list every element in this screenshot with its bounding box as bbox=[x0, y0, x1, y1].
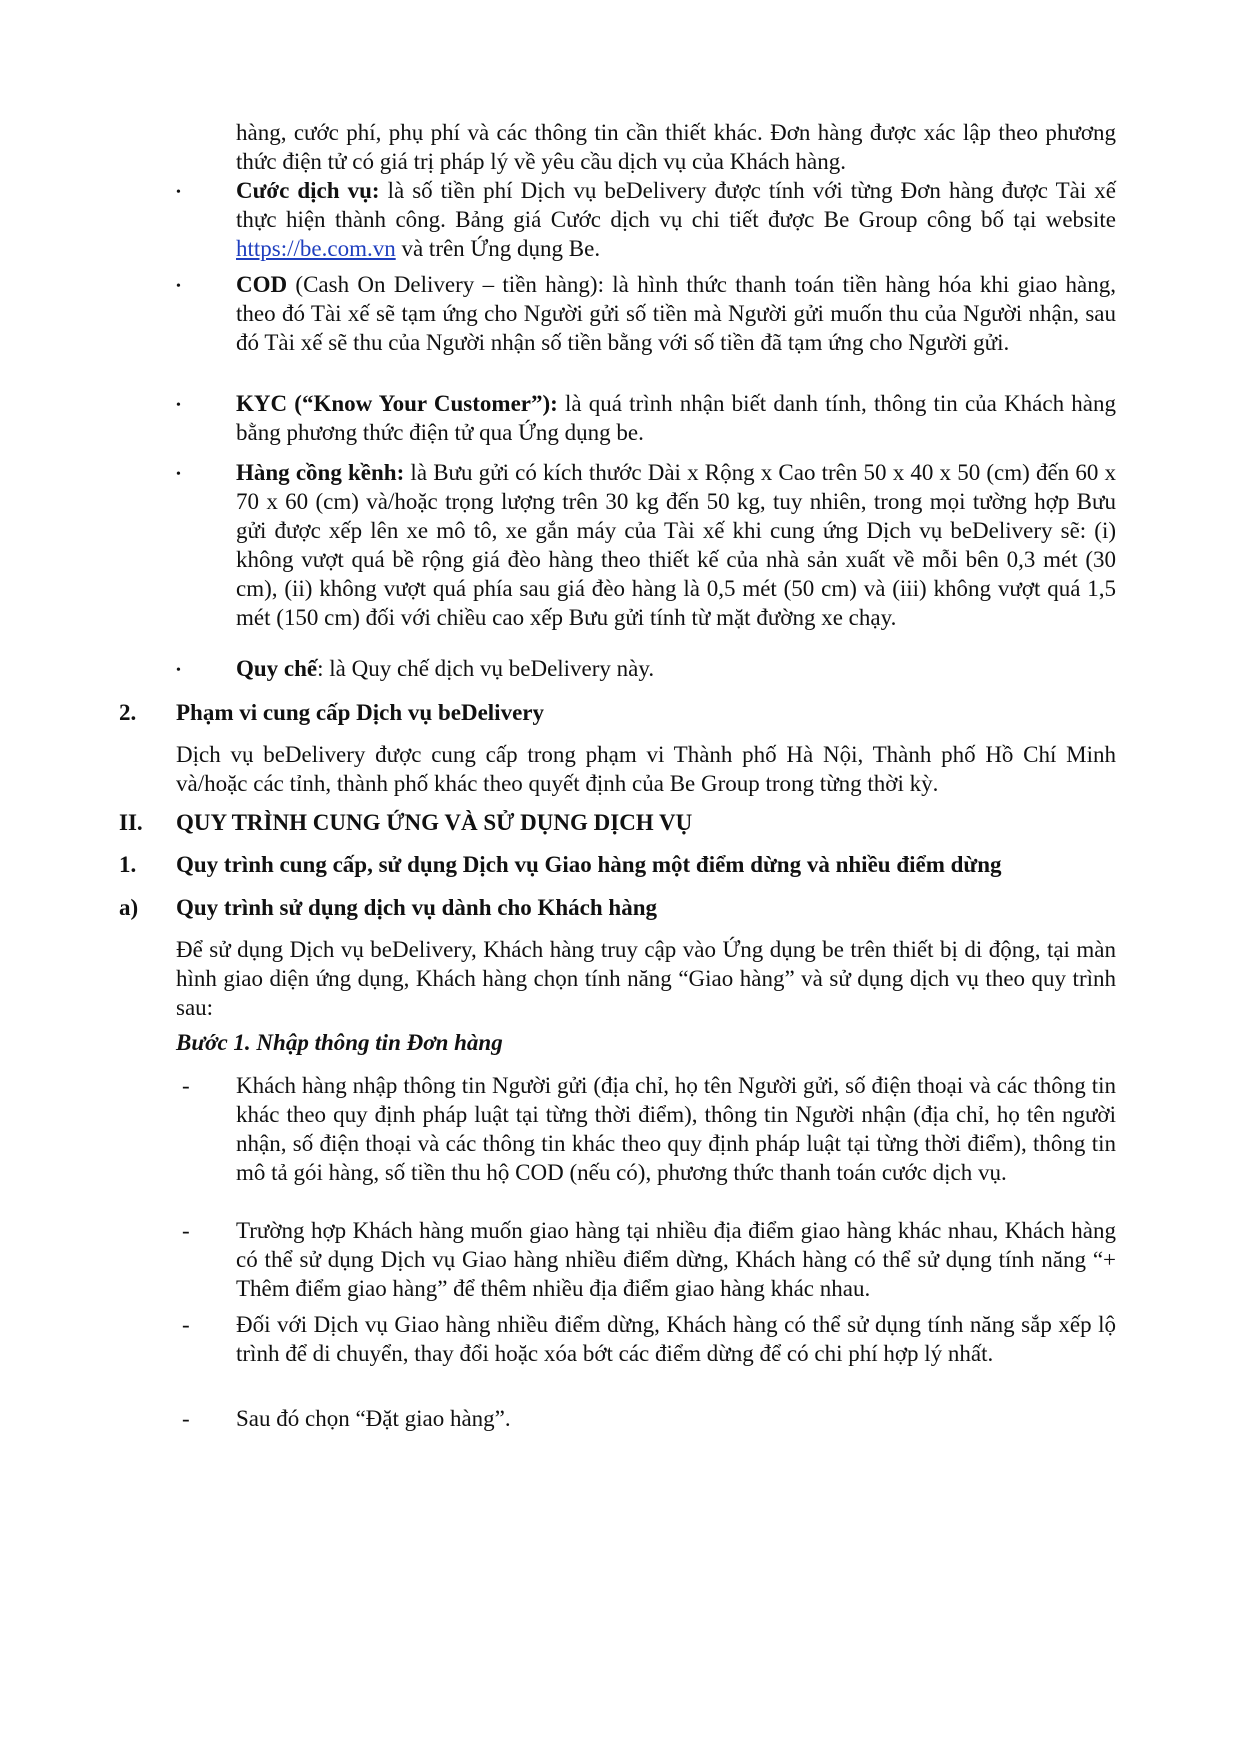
definition-term: Quy chế bbox=[236, 656, 318, 681]
section-heading: Quy trình cung cấp, sử dụng Dịch vụ Giao hàng một điểm dừng và nhiều điểm dừng bbox=[176, 852, 1002, 877]
intro-paragraph: hàng, cước phí, phụ phí và các thông tin cần thiết khác. Đơn hàng được xác lập theo phương thức điện tử có giá trị pháp lý về yêu cầu dịch vụ của Khách hàng. bbox=[236, 120, 1116, 174]
bullet-icon: • bbox=[176, 663, 181, 678]
definition-term: KYC (“Know Your Customer”): bbox=[236, 391, 558, 416]
dash-marker: - bbox=[182, 1312, 190, 1337]
dash-marker: - bbox=[182, 1406, 190, 1431]
section-heading: Phạm vi cung cấp Dịch vụ beDelivery bbox=[176, 700, 544, 725]
definition-text: là Bưu gửi có kích thước Dài x Rộng x Cao trên 50 x 40 x 50 (cm) đến 60 x 70 x 60 (cm) và/hoặc trọng lượng trên 30 kg đến 50 kg, tuy nhiên, trong mọi tường hợp Bưu gửi được xếp lên xe mô tô, xe gắn máy của Tài xế khi cung ứng Dịch vụ beDelivery sẽ: (i) không vượt quá bề rộng giá đèo hàng theo thiết kế của nhà sản xuất về mỗi bên 0,3 mét (30 cm), (ii) không vượt quá phía sau giá đèo hàng là 0,5 mét (50 cm) và (iii) không vượt quá 1,5 mét (150 cm) đối với chiều cao xếp Bưu gửi tính từ mặt đường xe chạy. bbox=[236, 460, 1116, 630]
definition-regulation bbox=[236, 654, 1116, 683]
dash-marker: - bbox=[182, 1073, 190, 1098]
step-item: Sau đó chọn “Đặt giao hàng”. bbox=[236, 1406, 511, 1431]
section-number: II. bbox=[119, 810, 143, 835]
definition-text: : là Quy chế dịch vụ beDelivery này. bbox=[317, 656, 655, 681]
definition-kyc bbox=[236, 389, 1116, 447]
step-heading: Bước 1. Nhập thông tin Đơn hàng bbox=[176, 1030, 503, 1055]
bullet-icon: • bbox=[176, 398, 181, 413]
section-heading: QUY TRÌNH CUNG ỨNG VÀ SỬ DỤNG DỊCH VỤ bbox=[176, 810, 693, 835]
section-heading: Quy trình sử dụng dịch vụ dành cho Khách hàng bbox=[176, 895, 658, 920]
definition-text: và trên Ứng dụng Be. bbox=[395, 236, 601, 261]
section-body: Để sử dụng Dịch vụ beDelivery, Khách hàng truy cập vào Ứng dụng be trên thiết bị di động, tại màn hình giao diện ứng dụng, Khách hàng chọn tính năng “Giao hàng” và sử dụng dịch vụ theo quy trình sau: bbox=[176, 937, 1116, 1020]
section-body: Dịch vụ beDelivery được cung cấp trong phạm vi Thành phố Hà Nội, Thành phố Hồ Chí Minh và/hoặc các tỉnh, thành phố khác theo quyết định của Be Group trong từng thời kỳ. bbox=[176, 742, 1116, 796]
definition-bulky-goods bbox=[236, 458, 1116, 632]
definition-text: là số tiền phí Dịch vụ beDelivery được tính với từng Đơn hàng được Tài xế thực hiện thành công. Bảng giá Cước dịch vụ chi tiết được Be Group công bố tại website bbox=[236, 178, 1116, 232]
definition-term: Cước dịch vụ: bbox=[236, 178, 380, 203]
step-item: Khách hàng nhập thông tin Người gửi (địa chỉ, họ tên Người gửi, số điện thoại và các thông tin khác theo quy định pháp luật tại từng thời điểm), thông tin Người nhận (địa chỉ, họ tên người nhận, số điện thoại và các thông tin khác theo quy định pháp luật tại từng thời điểm), thông tin mô tả gói hàng, số tiền thu hộ COD (nếu có), phương thức thanh toán cước dịch vụ. bbox=[236, 1073, 1116, 1185]
section-number: 2. bbox=[119, 700, 137, 725]
definition-cod bbox=[236, 270, 1116, 357]
definition-term: COD bbox=[236, 272, 288, 297]
step-item: Trường hợp Khách hàng muốn giao hàng tại nhiều địa điểm giao hàng khác nhau, Khách hàng có thể sử dụng Dịch vụ Giao hàng nhiều điểm dừng, Khách hàng có thể sử dụng tính năng “+ Thêm điểm giao hàng” để thêm nhiều địa điểm giao hàng khác nhau. bbox=[236, 1218, 1116, 1301]
bullet-icon: • bbox=[176, 185, 181, 200]
section-number: 1. bbox=[119, 852, 137, 877]
section-number: a) bbox=[119, 895, 139, 920]
step-item: Đối với Dịch vụ Giao hàng nhiều điểm dừng, Khách hàng có thể sử dụng tính năng sắp xếp lộ trình để di chuyển, thay đổi hoặc xóa bớt các điểm dừng để có chi phí hợp lý nhất. bbox=[236, 1312, 1116, 1366]
definition-term: Hàng cồng kềnh: bbox=[236, 460, 405, 485]
bullet-icon: • bbox=[176, 279, 181, 294]
definition-service-fee bbox=[236, 176, 1116, 263]
definition-text: là quá trình nhận biết danh tính, thông tin của Khách hàng bằng phương thức điện tử qua Ứng dụng be. bbox=[236, 391, 1116, 445]
definition-text: (Cash On Delivery – tiền hàng): là hình thức thanh toán tiền hàng hóa khi giao hàng, theo đó Tài xế sẽ tạm ứng cho Người gửi số tiền mà Người gửi muốn thu của Người nhận, sau đó Tài xế sẽ thu của Người nhận số tiền bằng với số tiền đã tạm ứng cho Người gửi. bbox=[236, 272, 1116, 355]
bullet-icon: • bbox=[176, 467, 181, 482]
dash-marker: - bbox=[182, 1218, 190, 1243]
website-link[interactable]: https://be.com.vn bbox=[236, 236, 396, 261]
